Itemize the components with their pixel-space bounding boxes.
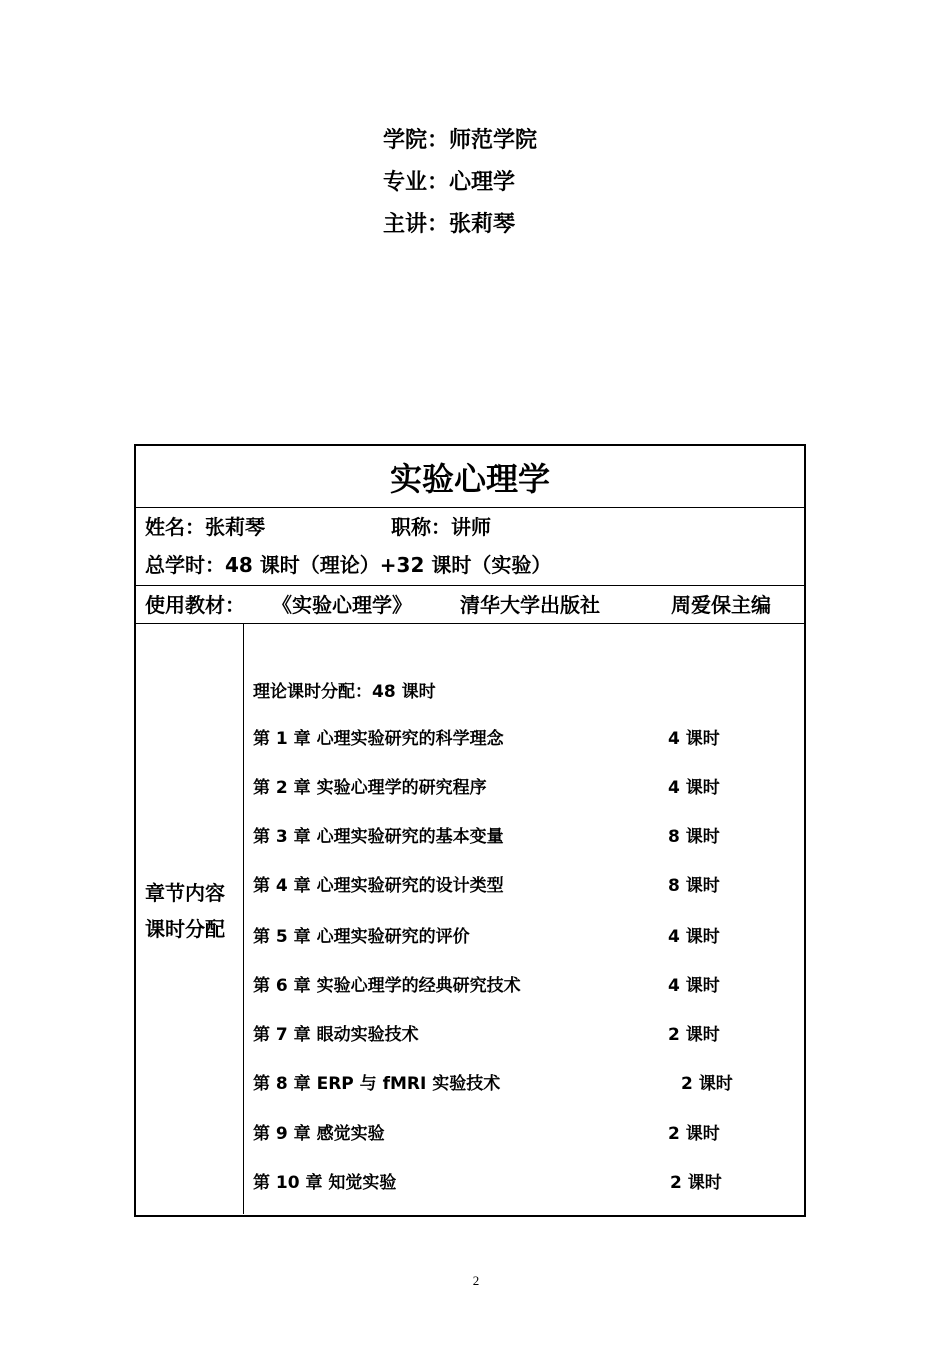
teacher-name: 姓名：张莉琴 (145, 515, 265, 539)
chapter-item (253, 874, 793, 898)
chapter-hours: 4 课时 (668, 778, 720, 798)
chapter-item (253, 1072, 793, 1096)
chapter-item (253, 1171, 793, 1195)
textbook-title: 《实验心理学》 (272, 593, 412, 617)
chapter-name: 第 10 章 知觉实验 (253, 1173, 397, 1193)
chapter-hours: 4 课时 (668, 729, 720, 749)
chapter-name: 第 6 章 实验心理学的经典研究技术 (253, 976, 521, 996)
chapter-item (253, 776, 793, 800)
chapter-hours: 2 课时 (668, 1124, 720, 1144)
chapter-name: 第 2 章 实验心理学的研究程序 (253, 778, 487, 798)
teacher-info-row (136, 508, 804, 586)
chapter-item (253, 925, 793, 949)
allocation-title: 理论课时分配：48 课时 (253, 682, 436, 702)
college-line: 学院：师范学院 (383, 128, 538, 153)
chapter-allocation-label: 章节内容 课时分配 (136, 624, 244, 1214)
textbook-row (136, 586, 804, 624)
chapter-hours: 2 课时 (670, 1173, 722, 1193)
chapter-allocation-row (136, 624, 804, 1214)
chapter-item (253, 825, 793, 849)
teacher-rank: 职称：讲师 (391, 515, 491, 539)
course-info-table (134, 444, 806, 1217)
document-header (383, 120, 537, 246)
chapter-name: 第 8 章 ERP 与 fMRI 实验技术 (253, 1074, 501, 1094)
textbook-label: 使用教材： (145, 593, 245, 617)
chapter-list (244, 624, 804, 1214)
textbook-publisher: 清华大学出版社 (460, 593, 600, 617)
course-title: 实验心理学 (136, 446, 804, 508)
chapter-name: 第 7 章 眼动实验技术 (253, 1025, 419, 1045)
chapter-item (253, 1023, 793, 1047)
chapter-item (253, 974, 793, 998)
chapter-name: 第 1 章 心理实验研究的科学理念 (253, 729, 504, 749)
page-number: 2 (472, 1273, 480, 1288)
chapter-name: 第 3 章 心理实验研究的基本变量 (253, 827, 504, 847)
chapter-hours: 2 课时 (668, 1025, 720, 1045)
chapter-name: 第 5 章 心理实验研究的评价 (253, 927, 470, 947)
chapter-item (253, 727, 793, 751)
chapter-name: 第 4 章 心理实验研究的设计类型 (253, 876, 504, 896)
major-line: 专业：心理学 (383, 170, 516, 195)
chapter-name: 第 9 章 感觉实验 (253, 1124, 385, 1144)
chapter-item (253, 1122, 793, 1146)
lecturer-line: 主讲：张莉琴 (383, 212, 516, 237)
chapter-hours: 8 课时 (668, 876, 720, 896)
total-hours: 总学时：48 课时（理论）+32 课时（实验） (145, 553, 552, 577)
chapter-hours: 4 课时 (668, 976, 720, 996)
chapter-hours: 8 课时 (668, 827, 720, 847)
chapter-hours: 4 课时 (668, 927, 720, 947)
textbook-editor: 周爱保主编 (671, 593, 771, 617)
chapter-hours: 2 课时 (681, 1074, 733, 1094)
